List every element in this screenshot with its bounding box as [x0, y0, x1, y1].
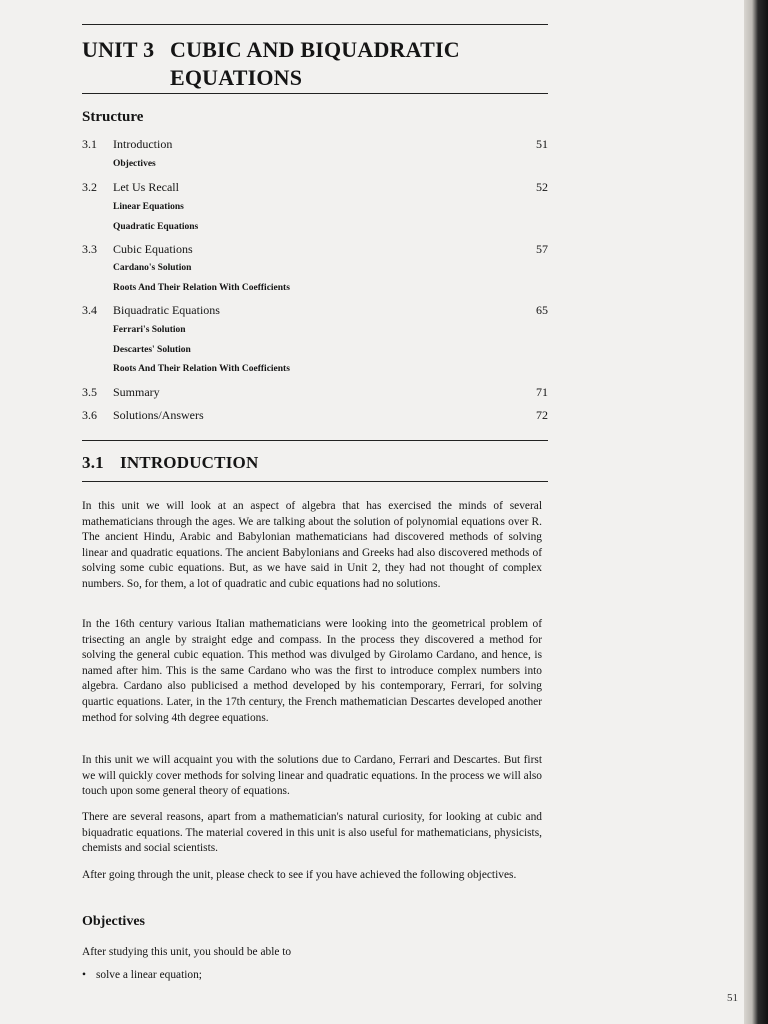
intro-paragraph-3: In this unit we will acquaint you with the solutions due to Cardano, Ferrari and Descartes. But first we will quickly cover methods for solving linear and quadratic equations. In the process we will also touch upon some general theory of equations.	[82, 754, 542, 798]
objective-item	[82, 969, 202, 981]
toc-subentry: Roots And Their Relation With Coefficients	[113, 364, 290, 374]
intro-paragraph-2: In the 16th century various Italian mathematicians were looking into the geometrical problem of trisecting an angle by straight edge and compass. In the process they discovered a method for solving the general cubic equation. This method was divulged by Girolamo Cardano, and hence, is named after him. This is the same Cardano who was the first to introduce complex numbers into algebra. Cardano also publicised a method developed by his contemporary, Ferrari, for solving quartic equations. Later, in the 17th century, the French mathematician Descartes developed another method for solving 4th degree equations.	[82, 618, 542, 724]
unit-title-line1: CUBIC AND BIQUADRATIC	[170, 37, 460, 62]
toc-title: Let Us Recall	[113, 180, 179, 194]
title-rule	[82, 93, 548, 94]
toc-page: 57	[536, 242, 548, 256]
toc-page: 52	[536, 180, 548, 194]
toc-title: Introduction	[113, 137, 173, 151]
objectives-intro: After studying this unit, you should be able to	[82, 946, 292, 958]
toc-subentry: Ferrari's Solution	[113, 325, 186, 335]
unit-title	[82, 36, 460, 92]
bullet-icon: •	[82, 969, 86, 981]
toc-title: Biquadratic Equations	[113, 303, 220, 317]
toc-subentry: Linear Equations	[113, 202, 184, 212]
page-number: 51	[727, 992, 738, 1004]
top-rule	[82, 24, 548, 25]
toc-subentry: Objectives	[113, 159, 156, 169]
toc-title: Solutions/Answers	[113, 408, 204, 422]
toc-title: Summary	[113, 385, 160, 399]
toc-subentry: Cardano's Solution	[113, 263, 192, 273]
section-heading	[82, 453, 258, 473]
toc-subentry: Roots And Their Relation With Coefficients	[113, 283, 290, 293]
page-edge-shadow	[744, 0, 768, 1024]
unit-label: UNIT 3	[82, 37, 155, 62]
toc-page: 51	[536, 137, 548, 151]
intro-paragraph-1: In this unit we will look at an aspect of algebra that has exercised the minds of several mathematicians through the ages. We are talking about the solution of polynomial equations over R. The ancient Hindu, Arabic and Babylonian mathematicians had discovered methods of solving linear and quadratic equations. The ancient Babylonians and Greeks had also discovered methods of solving some cubic equations. But, as we have said in Unit 2, they had not thought of complex numbers. So, for them, a lot of quadratic and cubic equations had no solutions.	[82, 500, 542, 590]
objectives-heading: Objectives	[82, 914, 145, 929]
toc-page: 72	[536, 408, 548, 422]
toc-number: 3.1	[82, 137, 97, 151]
toc-page: 65	[536, 303, 548, 317]
intro-paragraph-5: After going through the unit, please check to see if you have achieved the following objectives.	[82, 869, 517, 881]
section-number: 3.1	[82, 453, 104, 472]
toc-number: 3.6	[82, 408, 97, 422]
section-rule-top	[82, 440, 548, 441]
toc-subentry: Descartes' Solution	[113, 345, 191, 355]
unit-title-line2: EQUATIONS	[170, 65, 303, 90]
toc-number: 3.3	[82, 242, 97, 256]
objective-text: solve a linear equation;	[96, 969, 202, 981]
toc-subentry: Quadratic Equations	[113, 222, 199, 232]
intro-paragraph-4: There are several reasons, apart from a mathematician's natural curiosity, for looking at cubic and biquadratic equations. The material covered in this unit is also useful for mathematicians, physicists, chemists and social scientists.	[82, 811, 542, 855]
toc-number: 3.5	[82, 385, 97, 399]
section-rule-bottom	[82, 481, 548, 482]
toc-number: 3.2	[82, 180, 97, 194]
toc-number: 3.4	[82, 303, 97, 317]
structure-heading: Structure	[82, 109, 144, 125]
section-title: INTRODUCTION	[120, 453, 259, 472]
toc-title: Cubic Equations	[113, 242, 193, 256]
toc-page: 71	[536, 385, 548, 399]
